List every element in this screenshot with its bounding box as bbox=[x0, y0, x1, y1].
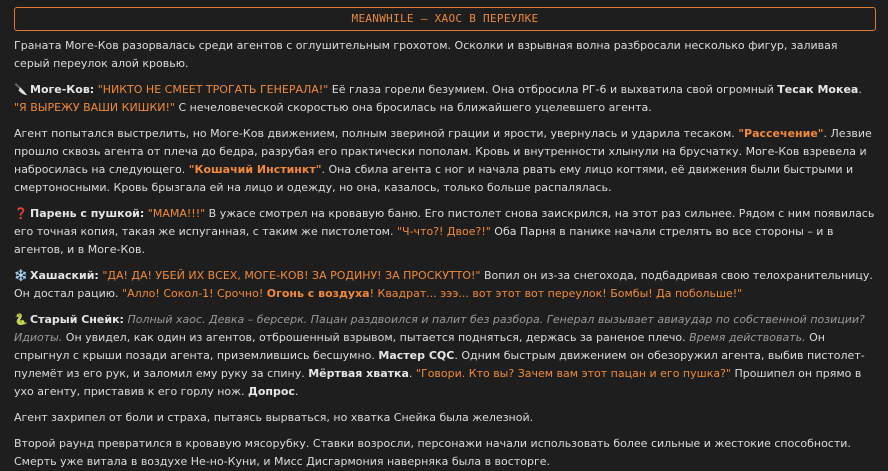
ability-name: "Рассечение" bbox=[738, 127, 824, 140]
paragraph-agent-attack bbox=[14, 125, 876, 197]
ability-name: Допрос bbox=[248, 385, 295, 398]
speaker-name: Хашаский: bbox=[30, 269, 99, 282]
narration-text: Вопил он из-за снегохода, подбадривая свою телохранительницу. Он достал рацию. bbox=[14, 269, 873, 300]
ability-name: Мастер CQC bbox=[378, 349, 455, 362]
scene-banner: MEANWHILE – ХАОС В ПЕРЕУЛКЕ bbox=[14, 7, 876, 31]
narration-text: В ужасе смотрел на кровавую баню. Его пистолет снова заискрился, на этот раз сильнее. Рядом с ним появилась его точная копия, такая же испуганная, с таким же пистолетом. bbox=[14, 207, 875, 238]
inner-thought: Время действовать. bbox=[689, 331, 806, 344]
narration-text: . Она сбила агента с ног и начала рвать ему лицо когтями, её движения были быстрыми и смертоносными. Кровь брызгала ей на лицо и одежду, но она, казалось, только больше распалялась. bbox=[14, 163, 854, 194]
narration-text: . bbox=[294, 385, 299, 398]
narration-text: . Одним быстрым движением он обезоружил агента, выбив пистолет-пулемёт из его рук, и заломил ему руку за спину. bbox=[14, 349, 865, 380]
dialogue-quote: "Алло! Сокол-1! Срочно! bbox=[122, 287, 267, 300]
knife-icon: 🔪 bbox=[14, 83, 28, 96]
narration-text: Оба Парня в панике начали стрелять во все стороны – и в агентов, и в Моге-Ков. bbox=[14, 225, 834, 256]
narration-text: С нечеловеческой скоростью она бросилась на ближайшего уцелевшего агента. bbox=[174, 101, 652, 114]
weapon-name: Тесак Мокеа bbox=[777, 83, 859, 96]
paragraph-agent-struggle: Агент захрипел от боли и страха, пытаясь вырваться, но хватка Снейка была железной. bbox=[14, 411, 534, 424]
paragraph-moge-kov: 🔪 Моге-Ков: "НИКТО НЕ СМЕЕТ ТРОГАТЬ ГЕНЕРАЛА!" Её глаза горели безумием. Она отбросила РГ-6 и выхватила свой огромный Тесак Мокеа. "Я ВЫРЕЖУ ВАШИ КИШКИ!" С нечеловеческой скоростью она бросилась на ближайшего уцелевшего агента. bbox=[14, 83, 862, 114]
speaker-name: Моге-Ков: bbox=[30, 83, 95, 96]
narration-text: Агент попытался выстрелить, но Моге-Ков движением, полным звериной грации и ярости, увернулась и ударила тесаком. bbox=[14, 127, 739, 140]
paragraph-grenade: Граната Моге-Ков разорвалась среди агентов с оглушительным грохотом. Осколки и взрывная волна разбросали несколько фигур, заливая серый переулок алой кровью. bbox=[14, 39, 838, 70]
dialogue-quote: "Я ВЫРЕЖУ ВАШИ КИШКИ!" bbox=[14, 101, 175, 114]
snowflake-icon: ❄️ bbox=[14, 269, 28, 282]
ability-name: Мёртвая хватка bbox=[308, 367, 409, 380]
ability-name: "Кошачий Инстинкт" bbox=[188, 163, 322, 176]
speaker-name: Парень с пушкой: bbox=[30, 207, 145, 220]
dialogue-quote: "ДА! ДА! УБЕЙ ИХ ВСЕХ, МОГЕ-КОВ! ЗА РОДИНУ! ЗА ПРОСКУТТО!" bbox=[102, 269, 481, 282]
paragraph-old-snake bbox=[14, 311, 876, 401]
paragraph-round-two: Второй раунд превратился в кровавую мясорубку. Ставки возросли, персонажи начали использовать более сильные и жестокие способности. Смерть уже витала в воздухе Не-но-Куни, и Мисс Дисгармония наверняка была в восторге. bbox=[14, 437, 851, 468]
narration-text: . Лезвие прошло сквозь агента от плеча до бедра, разрубая его практически пополам. Кровь и внутренности хлынули на брусчатку. Моге-Ков взревела и набросилась на следующего. bbox=[14, 127, 872, 176]
dialogue-quote: "МАМА!!!" bbox=[147, 207, 206, 220]
question-icon: ❓ bbox=[14, 207, 28, 220]
ability-name: Огонь с воздуха bbox=[266, 287, 370, 300]
speaker-name: Старый Снейк: bbox=[30, 313, 124, 326]
narration-text: . bbox=[408, 367, 416, 380]
paragraph-hashasky bbox=[14, 267, 876, 303]
dialogue-quote: "Говори. Кто вы? Зачем вам этот пацан и его пушка?" bbox=[415, 367, 731, 380]
narration-text: Её глаза горели безумием. Она отбросила РГ-6 и выхватила свой огромный bbox=[328, 83, 778, 96]
dialogue-quote: ! Квадрат... эээ... вот этот вот переулок! Бомбы! Да побольше!" bbox=[369, 287, 743, 300]
narration-text: Он спрыгнул с крыши позади агента, приземлившись бесшумно. bbox=[14, 331, 825, 362]
dialogue-quote: "НИКТО НЕ СМЕЕТ ТРОГАТЬ ГЕНЕРАЛА!" bbox=[97, 83, 329, 96]
narration-text: Прошипел он прямо в ухо агенту, приставив к его горлу нож. bbox=[14, 367, 862, 398]
paragraph-gun-guy bbox=[14, 205, 876, 259]
narration-text: Он увидел, как один из агентов, отброшенный взрывом, пытается подняться, держась за раненое плечо. bbox=[62, 331, 690, 344]
snake-icon: 🐍 bbox=[14, 313, 28, 326]
dialogue-quote: "Ч-что?! Двое?!" bbox=[396, 225, 491, 238]
inner-thought: Полный хаос. Девка – берсерк. Пацан раздвоился и палит без разбора. Генерал вызывает авиаудар по собственной позиции? Идиоты. bbox=[14, 313, 865, 344]
